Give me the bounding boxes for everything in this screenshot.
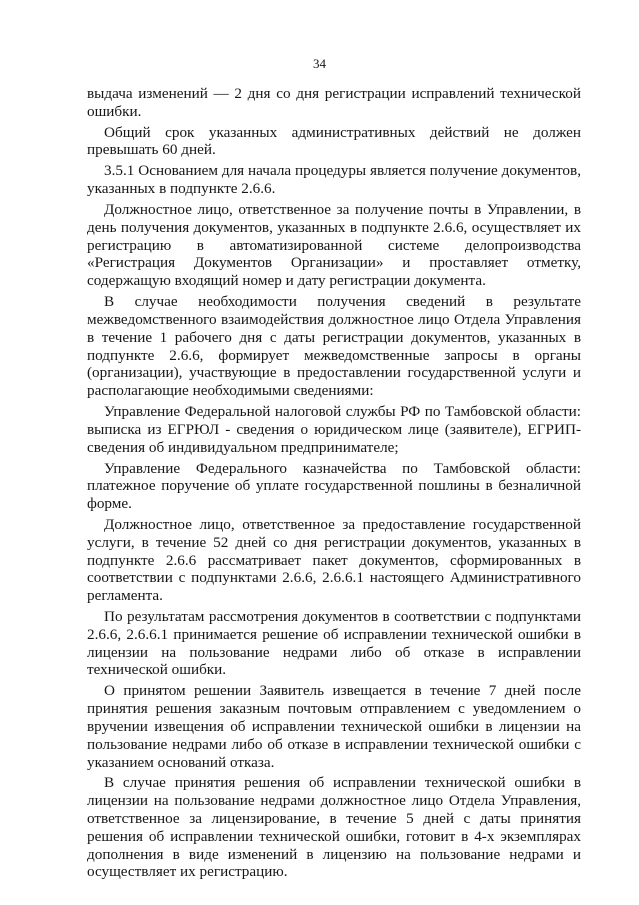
document-body — [87, 85, 581, 884]
paragraph: 3.5.1 Основанием для начала процедуры является получение документов, указанных в подпункте 2.6.6. — [87, 162, 581, 198]
paragraph: Общий срок указанных административных действий не должен превышать 60 дней. — [87, 123, 581, 159]
paragraph: По результатам рассмотрения документов в соответствии с подпунктами 2.6.6, 2.6.6.1 принимается решение об исправлении технической ошибки в лицензии на пользование недрами либо об отказе в исправлении технической ошибки. — [87, 608, 581, 679]
paragraph: В случае принятия решения об исправлении технической ошибки в лицензии на пользование недрами должностное лицо Отдела Управления, ответственное за лицензирование, в течение 5 дней с даты принятия решения об исправлении технической ошибки, готовит в 4-х экземплярах дополнения в виде изменений в лицензию на пользование недрами и осуществляет их регистрацию. — [87, 774, 581, 881]
paragraph: Должностное лицо, ответственное за получение почты в Управлении, в день получения документов, указанных в подпункте 2.6.6, осуществляет их регистрацию в автоматизированной системе делопроизводства «Регистрация Документов Организации» и проставляет отметку, содержащую входящий номер и дату регистрации документа. — [87, 201, 581, 290]
paragraph: Управление Федерального казначейства по Тамбовской области: платежное поручение об уплате государственной пошлины в безналичной форме. — [87, 459, 581, 513]
paragraph: Управление Федеральной налоговой службы РФ по Тамбовской области: выписка из ЕГРЮЛ - сведения о юридическом лице (заявителе), ЕГРИП-сведения об индивидуальном предпринимателе; — [87, 403, 581, 456]
paragraph: О принятом решении Заявитель извещается в течение 7 дней после принятия решения заказным почтовым отправлением с уведомлением о вручении извещения об исправлении технической ошибки в лицензии на пользование недрами либо об отказе в исправлении технической ошибки с указанием оснований отказа. — [87, 682, 581, 771]
paragraph: выдача изменений — 2 дня со дня регистрации исправлений технической ошибки. — [87, 85, 581, 120]
paragraph: В случае необходимости получения сведений в результате межведомственного взаимодействия должностное лицо Отдела Управления в течение 1 рабочего дня с даты регистрации документов, указанных в подпункте 2.6.6, формирует межведомственные запросы в органы (организации), участвующие в предоставлении государственной услуги и располагающие необходимыми сведениями: — [87, 293, 581, 400]
paragraph: Должностное лицо, ответственное за предоставление государственной услуги, в течение 52 дней со дня регистрации документов, указанных в подпункте 2.6.6 рассматривает пакет документов, сформированных в соответствии с подпунктами 2.6.6, 2.6.6.1 настоящего Административного регламента. — [87, 515, 581, 605]
page-number: 34 — [313, 56, 326, 71]
